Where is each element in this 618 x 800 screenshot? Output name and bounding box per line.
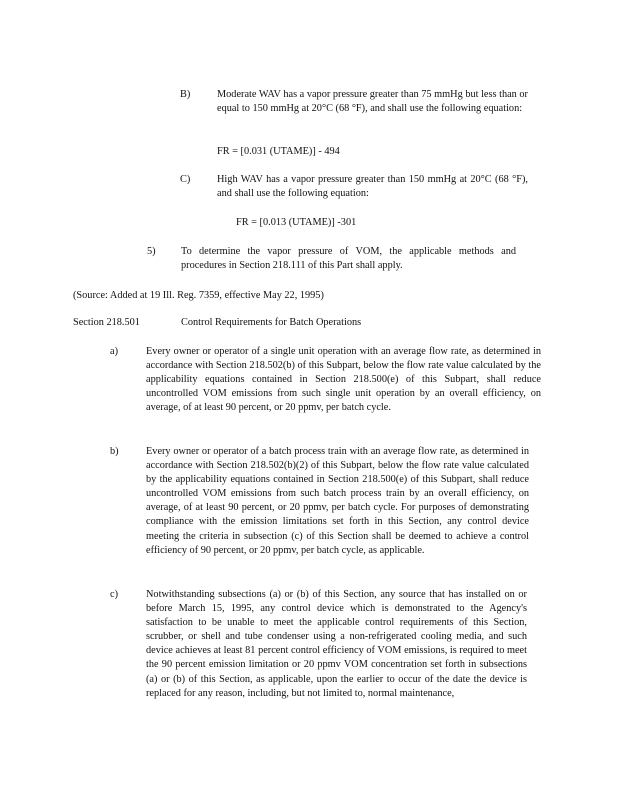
subsection-text-c: Notwithstanding subsections (a) or (b) of this Section, any source that has installed on or before March 15, 1995, any control device which is demonstrated to the Agency's satisfaction to be unable to meet the applicable control requirements of this Section, scrubber, or shell and tube condenser using a non-refrigerated cooling media, and such device achieves at least 81 percent control efficiency of VOM emissions, is required to meet the 90 percent emission limitation or 20 ppmv VOM concentration set forth in subsections (a) or (b) of this Section, as applicable, upon the earlier to occur of the date the device is replaced for any reason, including, but not limited to, normal maintenance, <box>146 589 527 699</box>
subsection-label-b: b) <box>110 446 119 457</box>
section-title: Control Requirements for Batch Operations <box>181 317 362 328</box>
subsection-label-a: a) <box>110 346 118 357</box>
equation-c: FR = [0.013 (UTAME)] -301 <box>236 217 357 228</box>
item-label-5: 5) <box>147 246 156 257</box>
item-label-c: C) <box>180 174 191 185</box>
section-number: Section 218.501 <box>73 317 140 328</box>
subsection-text-b: Every owner or operator of a batch process train with an average flow rate, as determined in accordance with Section 218.502(b)(2) of this Subpart, below the flow rate value calculated by the applicability equations contained in Section 218.500(e) of this Subpart, shall reduce uncontrolled VOM emissions from such batch process train by an overall efficiency, on average, of at least 90 percent, or 20 ppmv, per batch cycle. For purposes of demonstrating compliance with the emission limitations set forth in this Section, any control device meeting the criteria in subsection (c) of this Section shall be deemed to achieve a control efficiency of 90 percent, or 20 ppmv, per batch cycle, as applicable. <box>146 446 529 556</box>
item-text-b: Moderate WAV has a vapor pressure greater than 75 mmHg but less than or equal to 150 mmHg at 20°C (68 °F), and shall use the following equation: <box>217 89 528 115</box>
subsection-label-c: c) <box>110 589 118 600</box>
item-text-5: To determine the vapor pressure of VOM, the applicable methods and procedures in Section 218.111 of this Part shall apply. <box>181 246 516 272</box>
equation-b: FR = [0.031 (UTAME)] - 494 <box>217 146 340 157</box>
source-note: (Source: Added at 19 Ill. Reg. 7359, effective May 22, 1995) <box>73 290 324 301</box>
item-text-c: High WAV has a vapor pressure greater than 150 mmHg at 20°C (68 °F), and shall use the following equation: <box>217 174 528 200</box>
subsection-text-a: Every owner or operator of a single unit operation with an average flow rate, as determined in accordance with Section 218.502(b) of this Subpart, below the flow rate value calculated by the applicability equations contained in Section 218.500(e) of this Subpart, shall reduce uncontrolled VOM emissions from such single unit operation by an overall efficiency, on average, of at least 90 percent, or 20 ppmv, per batch cycle. <box>146 346 541 414</box>
item-label-b: B) <box>180 89 191 100</box>
